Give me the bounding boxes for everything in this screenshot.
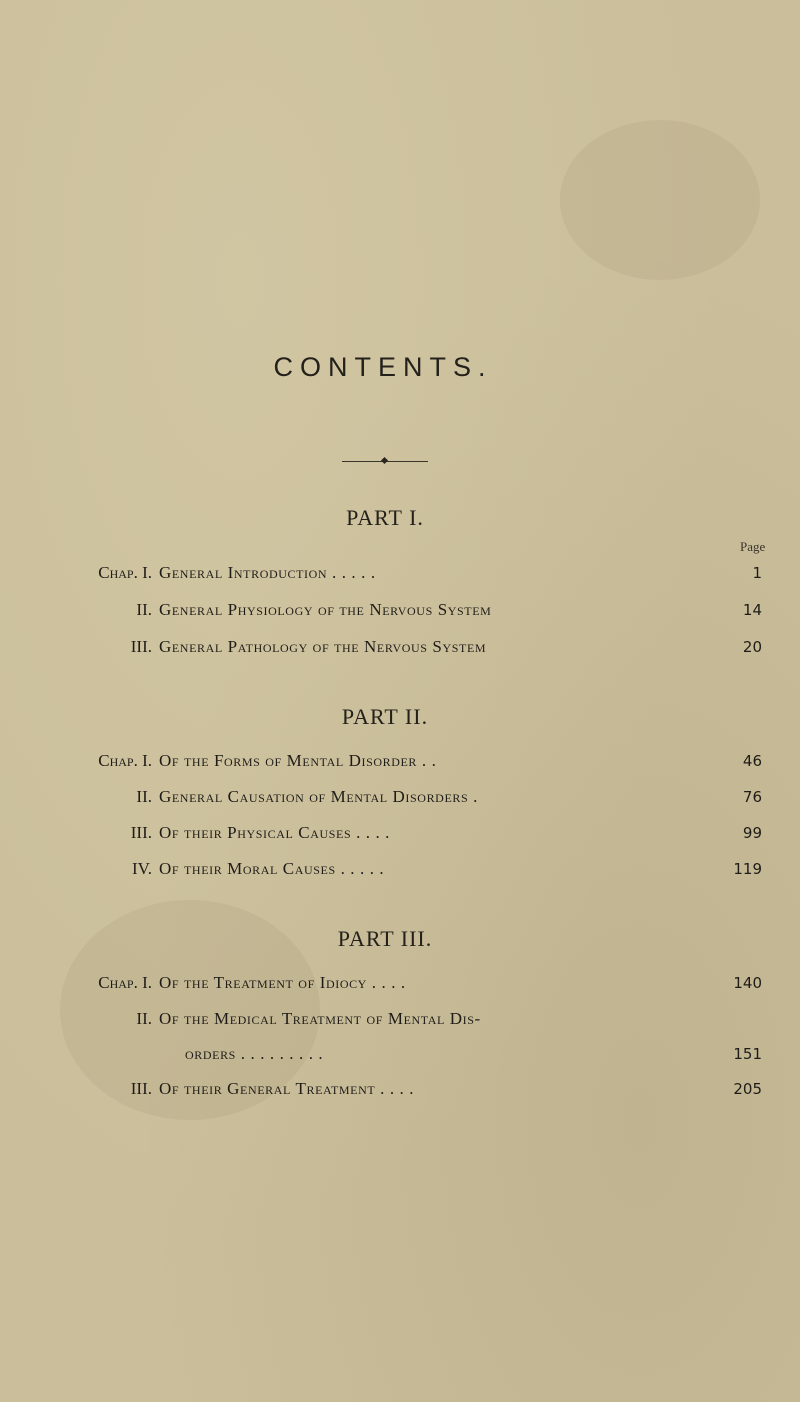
- page-number: 1: [752, 564, 762, 582]
- part-heading: PART I.: [346, 505, 424, 530]
- page-number: 140: [733, 974, 762, 992]
- toc-entry[interactable]: [0, 1041, 800, 1067]
- chapter-title: General Pathology of the Nervous System: [159, 637, 487, 656]
- toc-entry[interactable]: [0, 634, 800, 660]
- part-heading: PART II.: [341, 704, 429, 729]
- page-number: 119: [733, 860, 762, 878]
- chapter-number: IV.: [132, 859, 152, 878]
- page-number: 151: [733, 1045, 762, 1063]
- chapter-title: Of their Physical Causes . . . .: [159, 823, 391, 842]
- divider-ornament: [342, 460, 428, 464]
- chapter-number: II.: [136, 600, 152, 619]
- chapter-number: III.: [130, 823, 152, 842]
- page-number: 20: [742, 638, 762, 656]
- toc-entry[interactable]: [0, 1076, 800, 1102]
- chapter-title: General Causation of Mental Disorders .: [159, 787, 478, 806]
- chapter-title: orders . . . . . . . . .: [185, 1044, 324, 1063]
- toc-entry[interactable]: [0, 856, 800, 882]
- part-heading: PART III.: [337, 926, 433, 951]
- toc-entry[interactable]: [0, 560, 800, 586]
- page-number: 99: [742, 824, 762, 842]
- page-number: 14: [742, 601, 762, 619]
- chapter-title: Of their Moral Causes . . . . .: [159, 859, 385, 878]
- toc-entry[interactable]: [0, 1006, 800, 1032]
- chapter-title: Of the Treatment of Idiocy . . . .: [159, 973, 406, 992]
- chapter-title: General Physiology of the Nervous System: [159, 600, 492, 619]
- chapter-number: III.: [130, 637, 152, 656]
- chapter-title: Of the Forms of Mental Disorder . .: [159, 751, 437, 770]
- chapter-title: Of the Medical Treatment of Mental Dis-: [159, 1009, 481, 1028]
- toc-entry[interactable]: [0, 748, 800, 774]
- contents-title: CONTENTS.: [273, 352, 493, 382]
- toc-entry[interactable]: [0, 784, 800, 810]
- page-number: 76: [742, 788, 762, 806]
- chapter-title: Of their General Treatment . . . .: [159, 1079, 415, 1098]
- chapter-number: II.: [136, 787, 152, 806]
- chapter-title: General Introduction . . . . .: [159, 563, 376, 582]
- toc-entry[interactable]: [0, 970, 800, 996]
- toc-entry[interactable]: [0, 597, 800, 623]
- toc-entry[interactable]: [0, 820, 800, 846]
- chapter-number: Chap. I.: [98, 563, 152, 582]
- chapter-number: II.: [136, 1009, 152, 1028]
- page-column-label: Page: [740, 539, 766, 554]
- page-number: 205: [733, 1080, 762, 1098]
- paper-stain: [560, 120, 760, 280]
- page-number: 46: [742, 752, 762, 770]
- chapter-number: Chap. I.: [98, 973, 152, 992]
- chapter-number: Chap. I.: [98, 751, 152, 770]
- chapter-number: III.: [130, 1079, 152, 1098]
